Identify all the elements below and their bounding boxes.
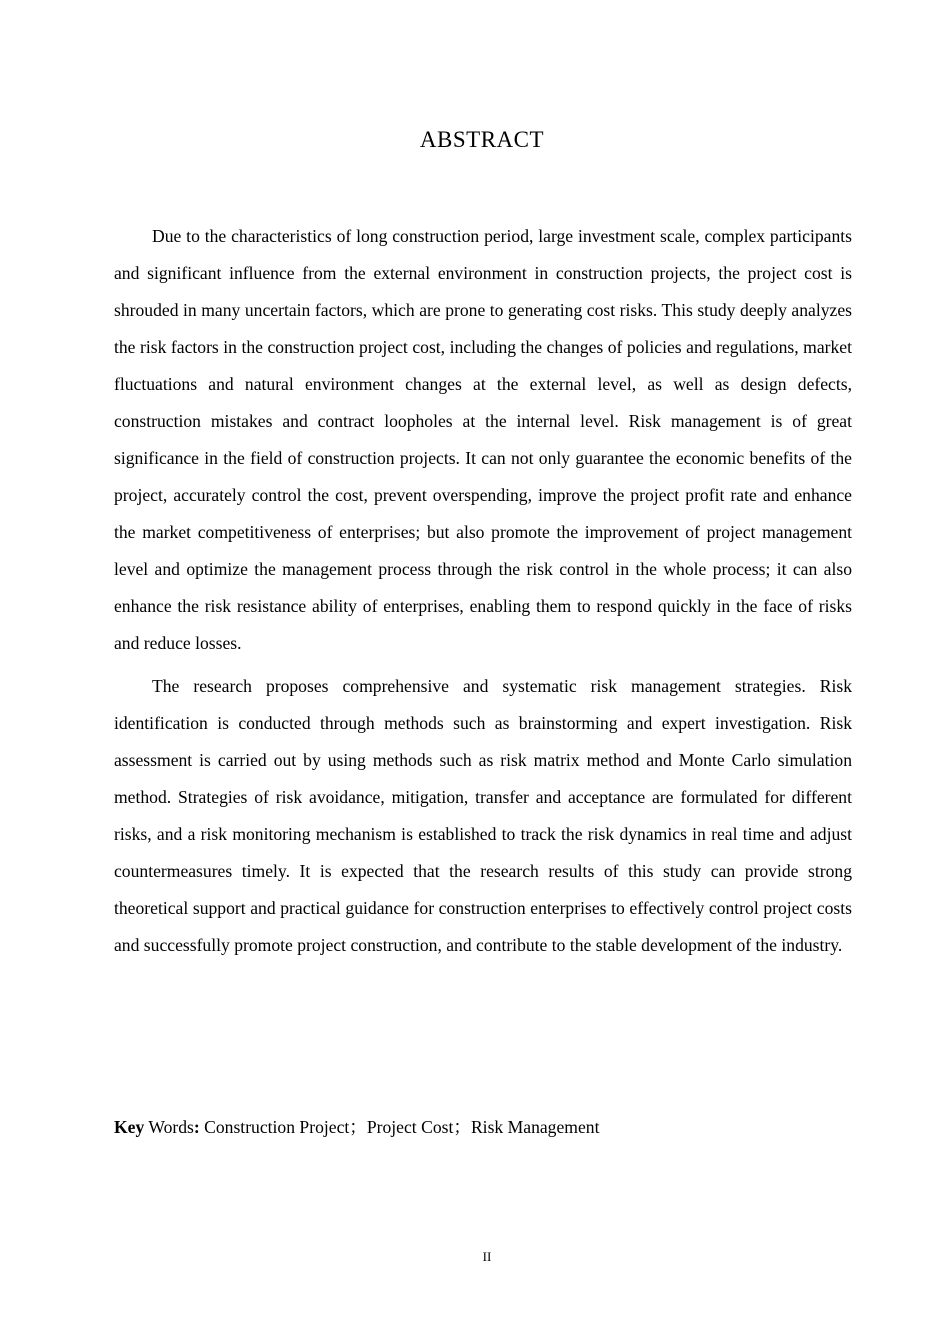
page-title: ABSTRACT: [419, 127, 545, 152]
abstract-paragraph-1: Due to the characteristics of long construction period, large investment scale, complex participants and significant influence from the external environment in construction projects, the project cost is shrouded in many uncertain factors, which are prone to generating cost risks. This study deeply analyzes the risk factors in the construction project cost, including the changes of policies and regulations, market fluctuations and natural environment changes at the external level, as well as design defects, construction mistakes and contract loopholes at the internal level. Risk management is of great significance in the field of construction projects. It can not only guarantee the economic benefits of the project, accurately control the cost, prevent overspending, improve the project profit rate and enhance the market competitiveness of enterprises; but also promote the improvement of project management level and optimize the management process through the risk control in the whole process; it can also enhance the risk resistance ability of enterprises, enabling them to respond quickly in the face of risks and reduce losses.: [114, 226, 852, 653]
keywords-list: Construction Project；Project Cost；Risk Management: [199, 1117, 600, 1137]
keywords-line: [114, 1112, 599, 1142]
page-number: II: [482, 1249, 492, 1264]
keywords-label-normal: Words: [144, 1117, 194, 1137]
keywords-colon: :: [193, 1117, 200, 1137]
abstract-body: [114, 218, 852, 970]
keywords-label-bold: Key: [114, 1117, 145, 1137]
abstract-paragraph-2: The research proposes comprehensive and systematic risk management strategies. Risk identification is conducted through methods such as brainstorming and expert investigation. Risk assessment is carried out by using methods such as risk matrix method and Monte Carlo simulation method. Strategies of risk avoidance, mitigation, transfer and acceptance are formulated for different risks, and a risk monitoring mechanism is established to track the risk dynamics in real time and adjust countermeasures timely. It is expected that the research results of this study can provide strong theoretical support and practical guidance for construction enterprises to effectively control project costs and successfully promote project construction, and contribute to the stable development of the industry.: [114, 676, 852, 955]
